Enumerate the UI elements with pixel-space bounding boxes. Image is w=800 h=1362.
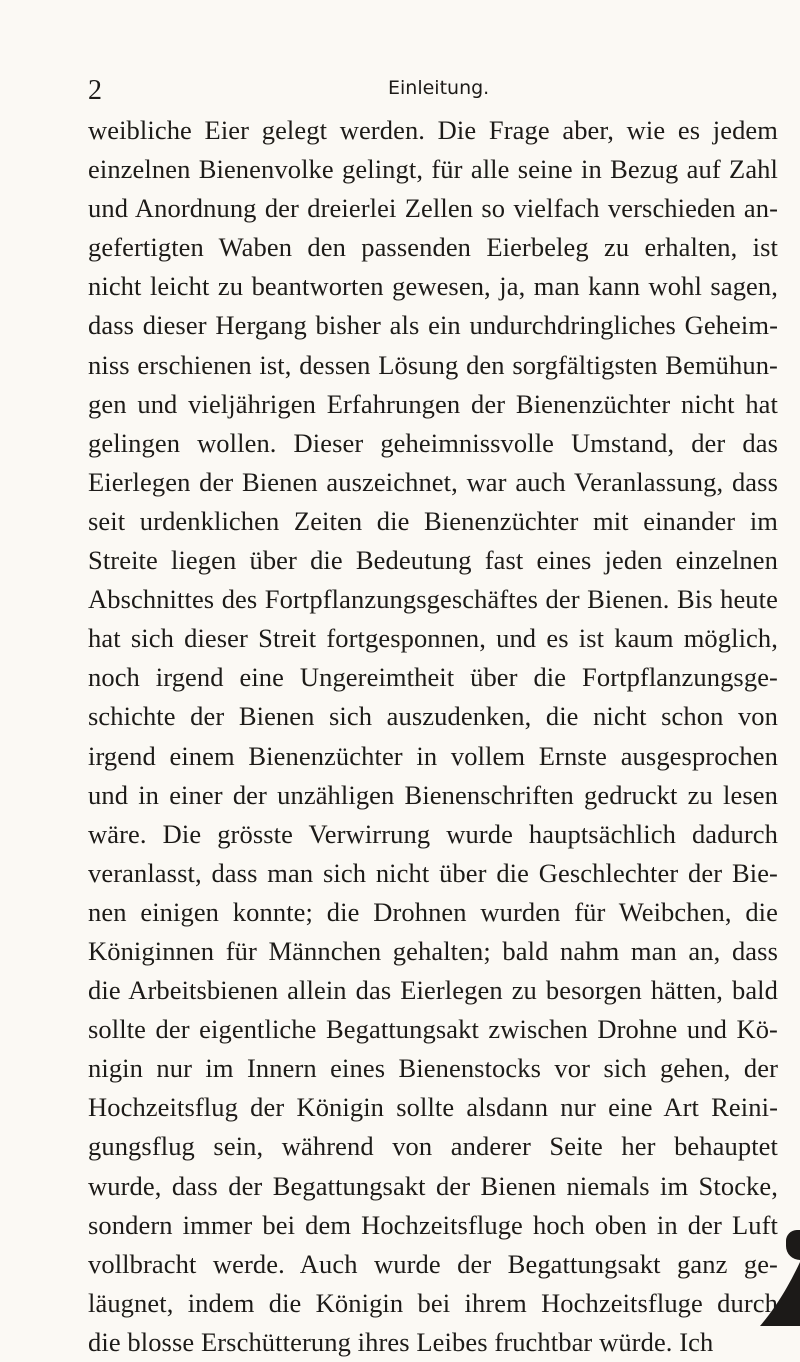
text-line: nen einigen konnte; die Drohnen wurden für Weibchen, die: [88, 896, 778, 927]
page-header: [88, 74, 778, 108]
text-line: einzelnen Bienenvolke gelingt, für alle seine in Bezug auf Zahl: [88, 154, 778, 185]
running-head: Einleitung.: [388, 77, 490, 99]
text-line: schichte der Bienen sich auszudenken, die nicht schon von: [88, 701, 778, 732]
text-line: weibliche Eier gelegt werden. Die Frage aber, wie es jedem: [88, 115, 778, 145]
text-line: nicht leicht zu beantworten gewesen, ja, man kann wohl sagen,: [88, 271, 778, 302]
text-line: seit urdenklichen Zeiten die Bienenzüchter mit einander im: [88, 505, 778, 536]
page-edge-shadow: [730, 1262, 800, 1326]
text-line: Hochzeitsflug der Königin sollte alsdann nur eine Art Reini-: [88, 1092, 778, 1123]
text-line: gungsflug sein, während von anderer Seite her behauptet: [88, 1131, 778, 1162]
page-number: 2: [88, 75, 102, 106]
text-line: irgend einem Bienenzüchter in vollem Ernste ausgesprochen: [88, 740, 778, 771]
text-line: und in einer der unzähligen Bienenschriften gedruckt zu lesen: [88, 779, 778, 810]
text-line: Abschnittes des Fortpflanzungsgeschäftes der Bienen. Bis heute: [88, 584, 778, 615]
text-line: gefertigten Waben den passenden Eierbeleg zu erhalten, ist: [88, 232, 778, 263]
text-line: Streite liegen über die Bedeutung fast eines jeden einzelnen: [88, 545, 778, 576]
text-line: vollbracht werde. Auch wurde der Begattungsakt ganz ge-: [88, 1248, 778, 1279]
page-edge-blot: [786, 1230, 800, 1260]
text-line: dass dieser Hergang bisher als ein undurchdringliches Geheim-: [88, 310, 778, 341]
text-line: gelingen wollen. Dieser geheimnissvolle Umstand, der das: [88, 427, 778, 458]
text-line: läugnet, indem die Königin bei ihrem Hochzeitsfluge durch: [88, 1287, 778, 1318]
text-line: sondern immer bei dem Hochzeitsfluge hoch oben in der Luft: [88, 1209, 778, 1240]
text-line: Königinnen für Männchen gehalten; bald nahm man an, dass: [88, 935, 778, 966]
text-line: Eierlegen der Bienen auszeichnet, war auch Veranlassung, dass: [88, 466, 778, 497]
text-line: die Arbeitsbienen allein das Eierlegen zu besorgen hätten, bald: [88, 975, 778, 1006]
text-line: noch irgend eine Ungereimtheit über die Fortpflanzungsge-: [88, 662, 778, 693]
text-line: wäre. Die grösste Verwirrung wurde hauptsächlich dadurch: [88, 818, 778, 849]
text-line: sollte der eigentliche Begattungsakt zwischen Drohne und Kö-: [88, 1014, 778, 1045]
text-line: wurde, dass der Begattungsakt der Bienen niemals im Stocke,: [88, 1170, 778, 1201]
text-line: nigin nur im Innern eines Bienenstocks vor sich gehen, der: [88, 1053, 778, 1084]
text-line: gen und vieljährigen Erfahrungen der Bienenzüchter nicht hat: [88, 388, 778, 419]
text-line: die blosse Erschütterung ihres Leibes fruchtbar würde. Ich: [88, 1326, 714, 1357]
text-line: hat sich dieser Streit fortgesponnen, und es ist kaum möglich,: [88, 623, 778, 654]
text-line: niss erschienen ist, dessen Lösung den sorgfältigsten Bemühun-: [88, 349, 778, 380]
text-line: und Anordnung der dreierlei Zellen so vielfach verschieden an-: [88, 193, 778, 224]
text-line: veranlasst, dass man sich nicht über die Geschlechter der Bie-: [88, 857, 778, 888]
body-paragraph: [88, 111, 778, 1362]
